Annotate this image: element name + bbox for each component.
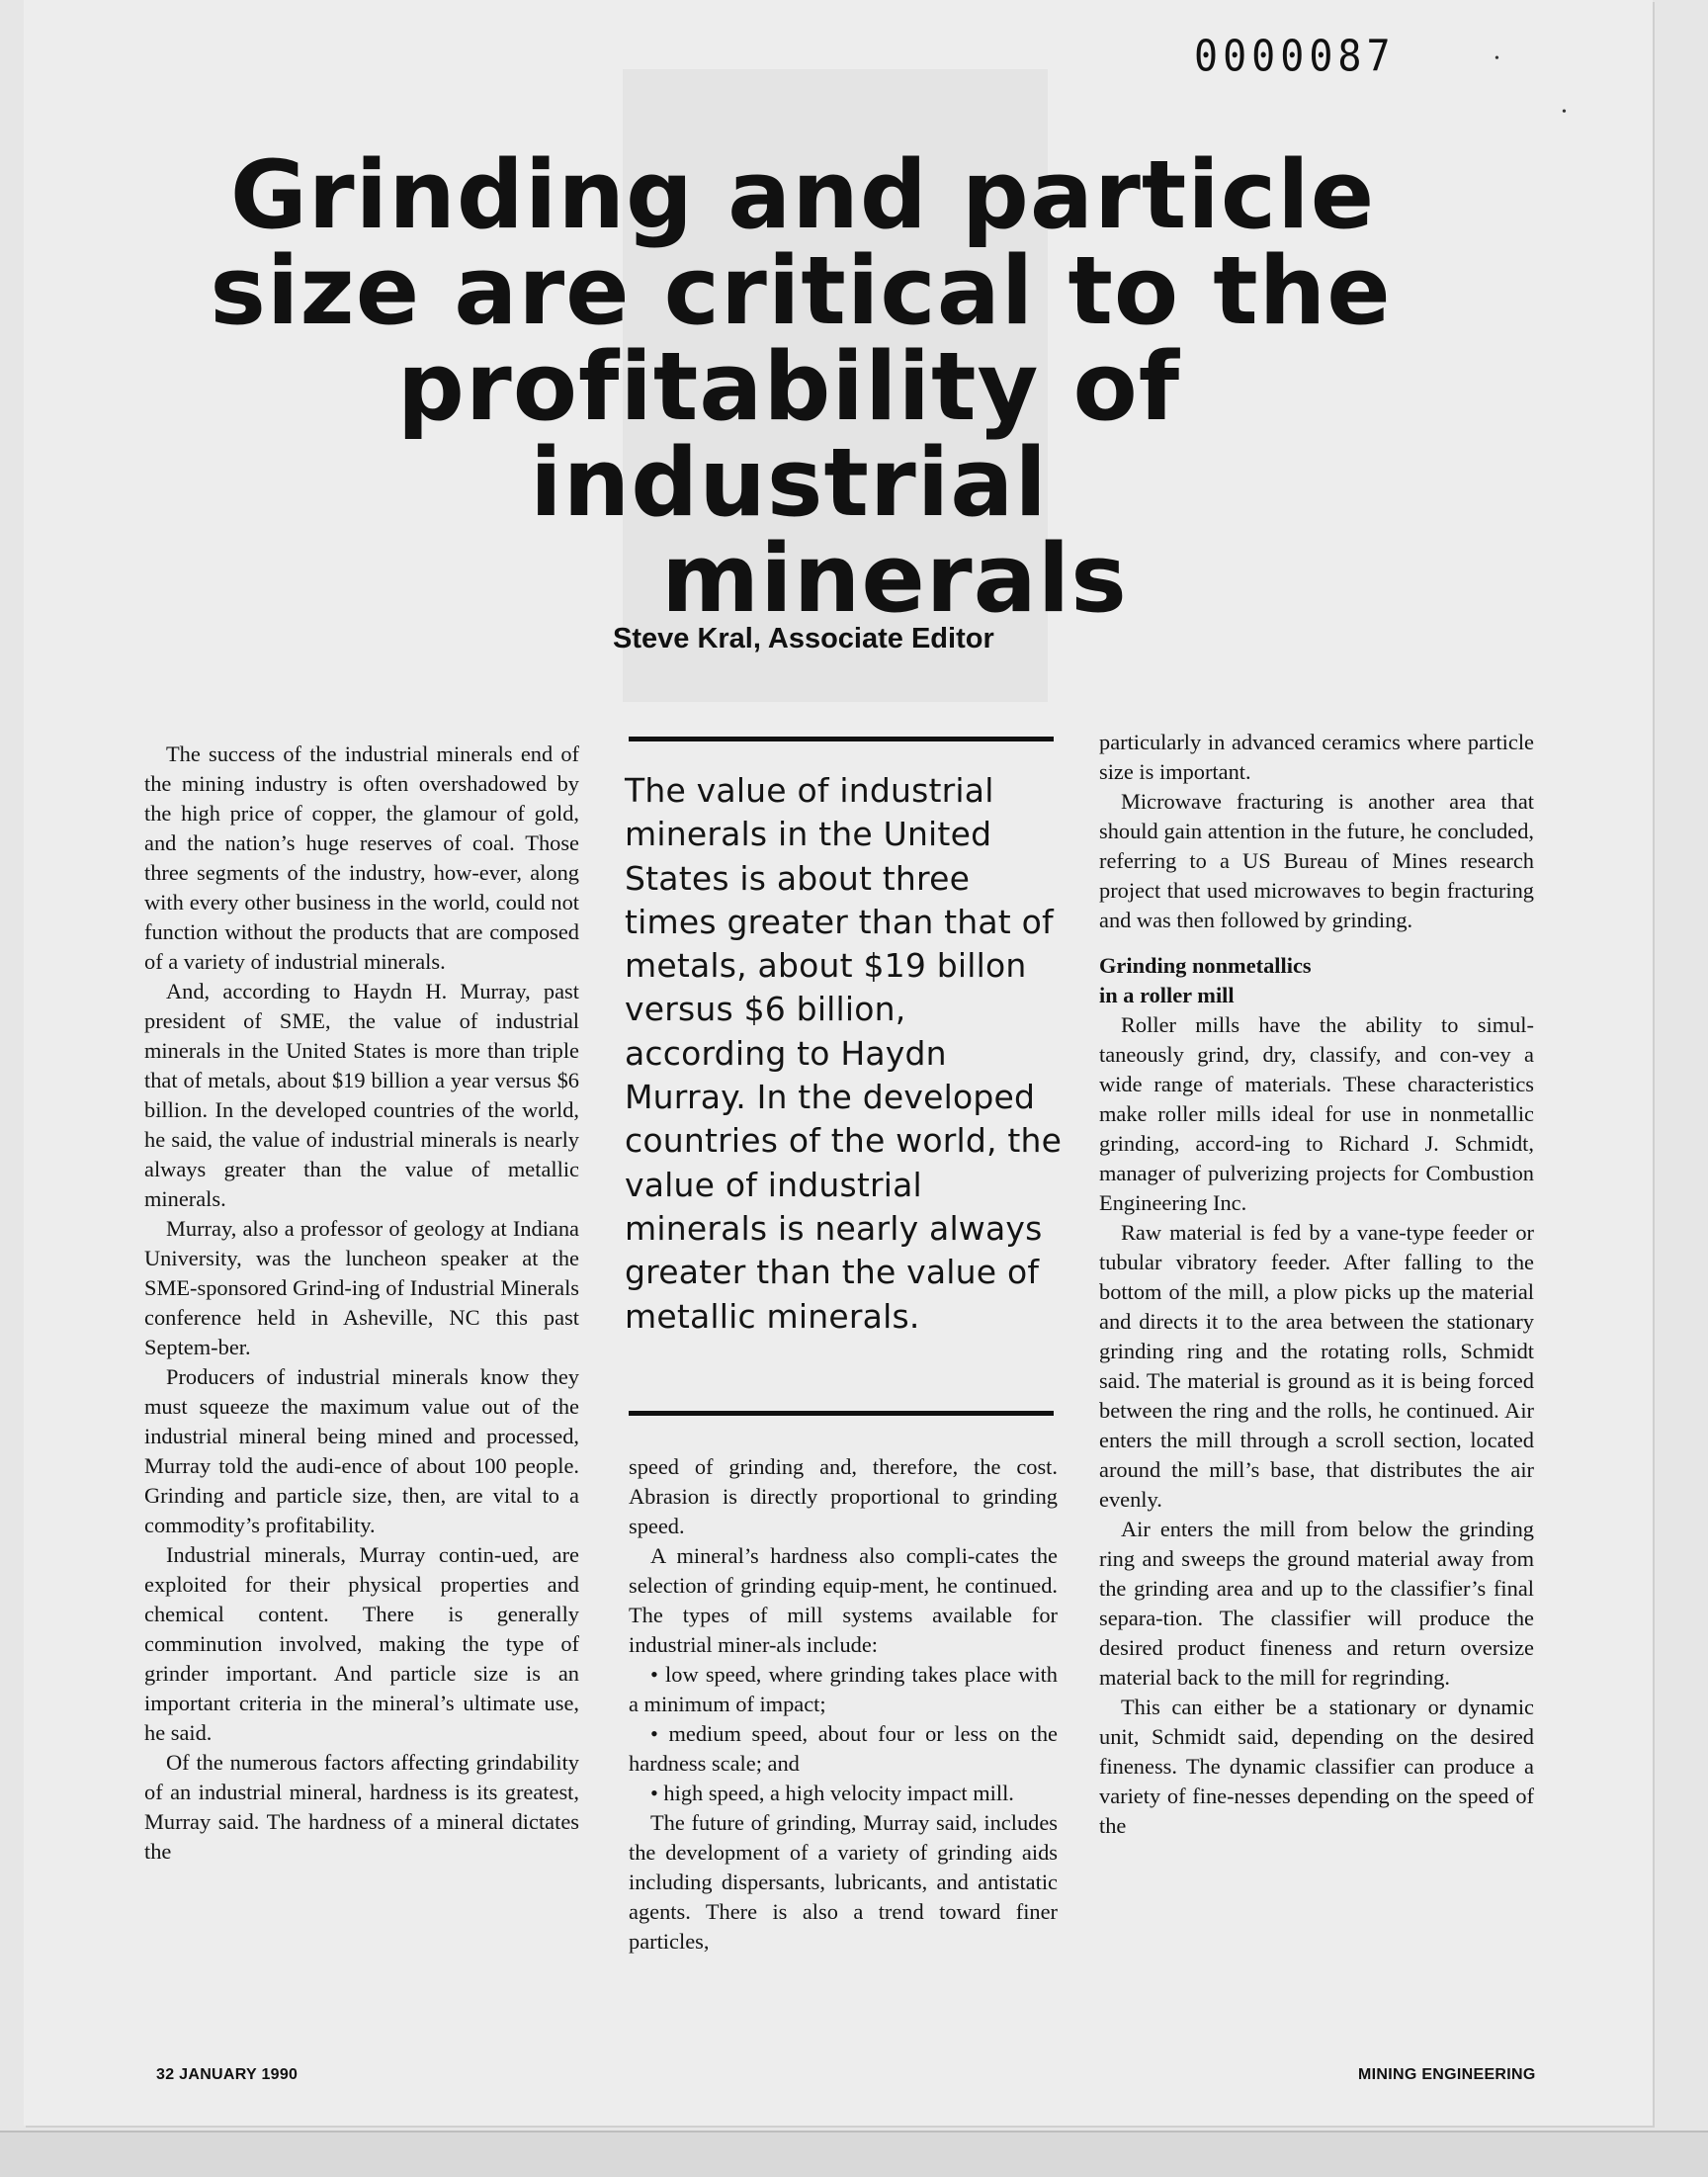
speck-mark: •: [1562, 105, 1567, 120]
headline-line-4: minerals: [661, 525, 1128, 634]
paragraph: speed of grinding and, therefore, the cost. Abrasion is directly proportional to grinding speed.: [629, 1454, 1058, 1538]
bullet-item: • medium speed, about four or less on the hardness scale; and: [629, 1721, 1058, 1776]
paragraph: The success of the industrial minerals end of the mining industry is often overshadowed by the high price of copper, the glamour of gold, and the nation’s huge reserves of coal. Those three segments of the industry, how-ever, along with every other business in the world, could not function without the products that are composed of a variety of industrial minerals.: [144, 741, 579, 974]
footer-page-date: 32 JANUARY 1990: [156, 2066, 299, 2083]
headline-line-2: size are critical to the: [210, 237, 1392, 346]
headline-line-1: Grinding and particle: [229, 141, 1376, 250]
paragraph: Air enters the mill from below the grinding ring and sweeps the ground material away from the grinding area and up to the classifier’s final separa-tion. The classifier will produce the desired product fineness and return oversize material back to the mill for regrinding.: [1099, 1517, 1534, 1690]
bullet-item: • low speed, where grinding takes place with a minimum of impact;: [629, 1662, 1058, 1716]
subhead-line-1: Grinding nonmetallics: [1099, 953, 1312, 978]
paragraph: particularly in advanced ceramics where particle size is important.: [1099, 730, 1534, 784]
paragraph: The future of grinding, Murray said, includes the development of a variety of grinding aids including dispersants, lubricants, and antistatic agents. There is also a trend toward finer particles,: [629, 1810, 1058, 1954]
paragraph: Raw material is fed by a vane-type feeder or tubular vibratory feeder. After falling to the bottom of the mill, a plow picks up the material and directs it to the area between the stationary grinding ring and the rotating rolls, Schmidt said. The material is ground as it is being forced between the ring and the rolls, he continued. Air enters the mill through a scroll section, located around the mill’s base, that distributes the air evenly.: [1099, 1220, 1534, 1512]
paragraph: And, according to Haydn H. Murray, past president of SME, the value of industrial minerals in the United States is more than triple that of metals, about $19 billion a year versus $6 billion. In the developed countries of the world, he said, the value of industrial minerals is nearly always greater than the value of metallic minerals.: [144, 979, 579, 1211]
paragraph: Murray, also a professor of geology at Indiana University, was the luncheon speaker at the SME-sponsored Grind-ing of Industrial Minerals conference held in Asheville, NC this past Septem-ber.: [144, 1216, 579, 1359]
paragraph: Producers of industrial minerals know they must squeeze the maximum value out of the industrial mineral being mined and processed, Murray told the audi-ence of about 100 people. Grinding and particle size, then, are vital to a commodity’s profitability.: [144, 1364, 579, 1537]
paragraph: Roller mills have the ability to simul-taneously grind, dry, classify, and con-vey a wide range of materials. These characteristics make roller mills ideal for use in nonmetallic grinding, accord-ing to Richard J. Schmidt, manager of pulverizing projects for Combustion Engineering Inc.: [1099, 1012, 1534, 1215]
footer-publication: MINING ENGINEERING: [1358, 2066, 1536, 2083]
pull-quote-rule-top: [629, 737, 1054, 741]
article-column-2: [629, 1452, 1058, 1957]
paragraph: A mineral’s hardness also compli-cates the selection of grinding equip-ment, he continued. The types of mill systems available for industrial miner-als include:: [629, 1543, 1058, 1657]
document-id: 0000087: [1194, 31, 1396, 82]
article-column-3: [1099, 728, 1534, 1841]
headline: [148, 141, 1473, 634]
pull-quote-rule-bottom: [629, 1411, 1054, 1416]
scan-bottom-edge: [0, 2131, 1708, 2177]
paragraph: Industrial minerals, Murray contin-ued, are exploited for their physical properties and chemical content. There is generally comminution involved, making the type of grinder important. And particle size is an important criteria in the mineral’s ultimate use, he said.: [144, 1542, 579, 1745]
subhead-line-2: in a roller mill: [1099, 983, 1235, 1007]
paragraph: This can either be a stationary or dynamic unit, Schmidt said, depending on the desired fineness. The dynamic classifier can produce a variety of fine-nesses depending on the speed of the: [1099, 1695, 1534, 1838]
section-subhead: [1099, 951, 1534, 1010]
article-column-1: [144, 740, 579, 1867]
bullet-item: • high speed, a high velocity impact mill.: [650, 1781, 1014, 1805]
speck-mark: •: [1494, 51, 1499, 66]
byline: Steve Kral, Associate Editor: [613, 623, 994, 654]
pull-quote: The value of industrial minerals in the United States is about three times greater than that of metals, about $19 billon versus $6 billion, according to Haydn Murray. In the developed countries of the world, the value of industrial minerals is nearly always greater than the value of metallic minerals.: [625, 771, 1063, 1336]
headline-line-3: profitability of industrial: [396, 333, 1181, 538]
paragraph: Of the numerous factors affecting grindability of an industrial mineral, hardness is its greatest, Murray said. The hardness of a mineral dictates the: [144, 1750, 579, 1864]
paragraph: Microwave fracturing is another area that should gain attention in the future, he concluded, referring to a US Bureau of Mines research project that used microwaves to begin fracturing and was then followed by grinding.: [1099, 789, 1534, 932]
